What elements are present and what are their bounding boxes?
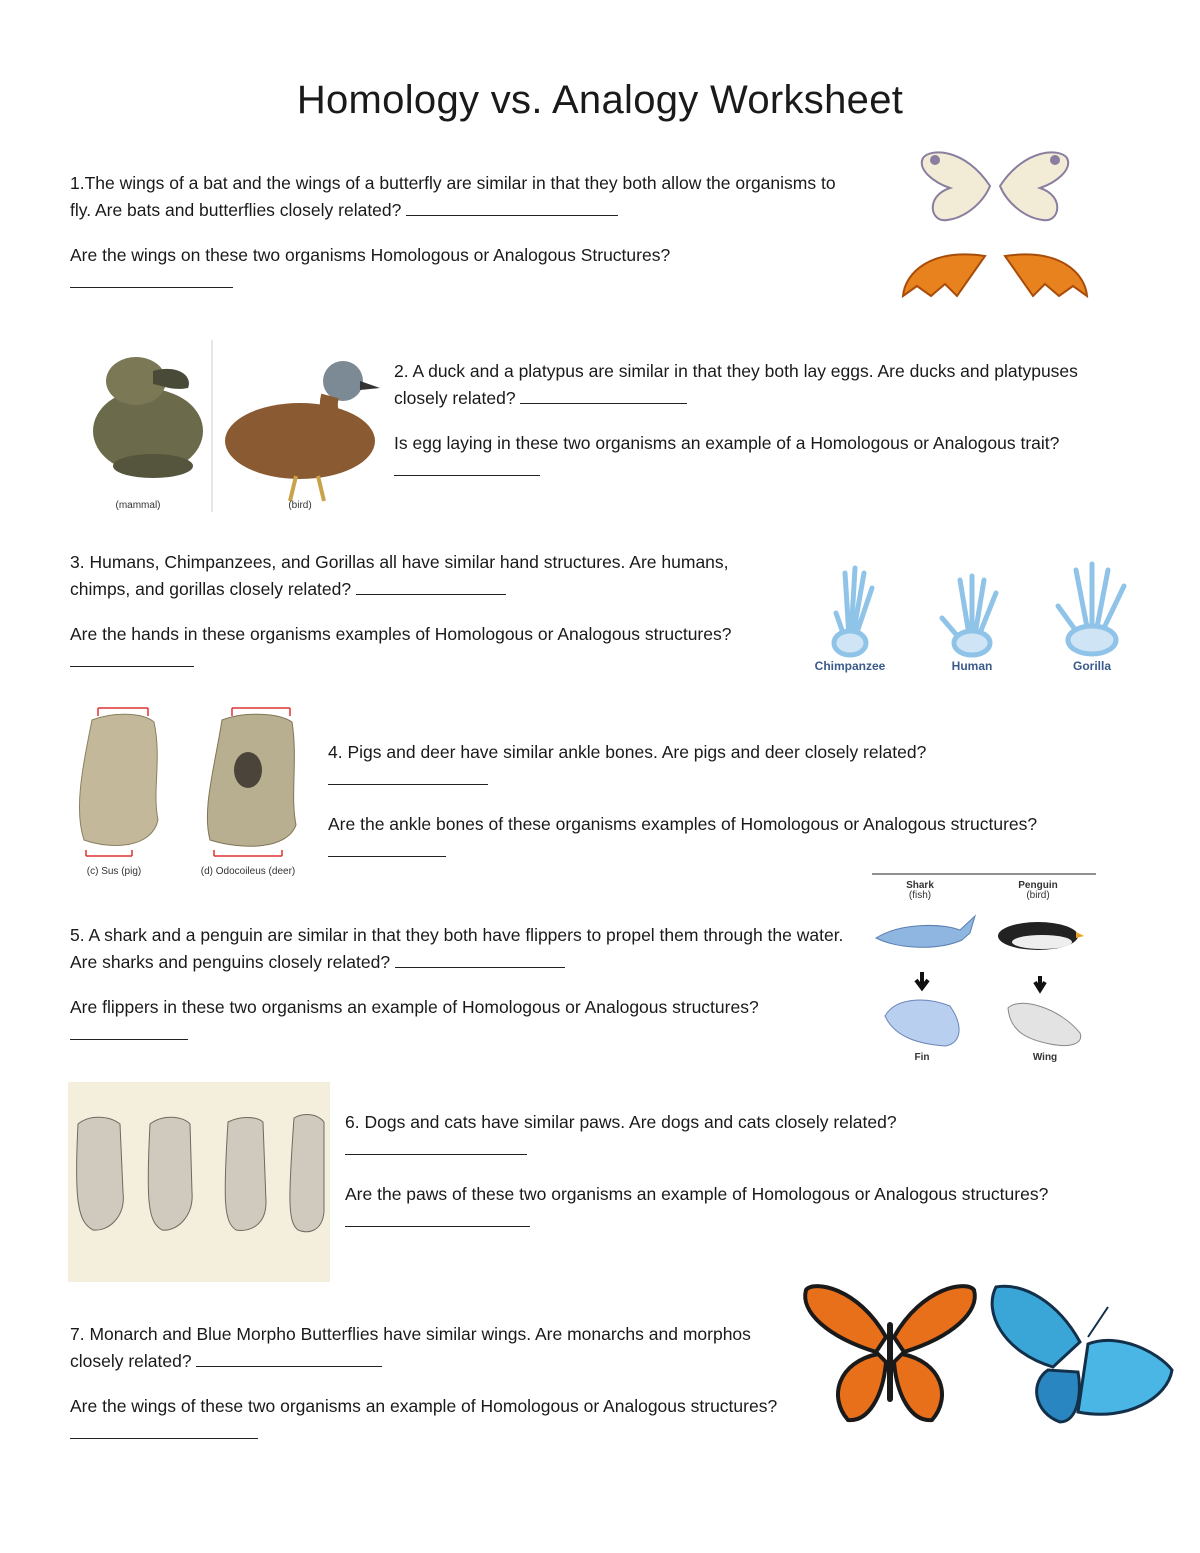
chimpanzee-caption: Chimpanzee [814,659,886,673]
answer-blank[interactable] [395,949,565,968]
bat-wings-icon [903,254,1087,296]
deer-caption: (d) Odocoileus (deer) [200,866,296,877]
answer-blank[interactable] [356,576,506,595]
platypus-icon [93,357,203,478]
penguin-icon [998,922,1084,950]
question-7: 7. Monarch and Blue Morpho Butterflies have similar wings. Are monarchs and morphos closely related? Are the wings of these two organisms an example of Homologous or Analogous structures? [70,1321,790,1447]
human-hand-icon [942,576,996,655]
gorilla-caption: Gorilla [1072,659,1112,673]
pig-caption: (c) Sus (pig) [86,866,142,877]
human-caption: Human [951,659,993,673]
shark-label: Shark [906,880,934,891]
cat-paw-icon [290,1115,324,1232]
platypus-duck-image [68,336,388,516]
wing-caption: Wing [1032,1052,1058,1063]
monarch-morpho-image [798,1282,1176,1430]
answer-blank[interactable] [70,1021,188,1040]
shark-sublabel: (fish) [908,890,932,901]
blue-morpho-butterfly-icon [992,1286,1172,1422]
monarch-butterfly-icon [805,1286,975,1420]
gorilla-hand-icon [1058,564,1124,654]
question-5: 5. A shark and a penguin are similar in that they both have flippers to propel them through the water. Are sharks and penguins closely related? Are flippers in these two organisms an example of Homologous or Analogous structures? [70,922,860,1048]
answer-blank[interactable] [406,197,618,216]
dog-paw-icon [77,1117,124,1230]
dog-paw-icon [148,1117,192,1230]
cat-paw-icon [225,1118,266,1231]
ankle-bones-image [72,700,317,880]
fin-icon [885,1000,959,1046]
chimpanzee-hand-icon [834,568,872,655]
butterfly-wings-icon [922,152,1068,220]
penguin-sublabel: (bird) [1026,890,1050,901]
paws-image [68,1082,330,1282]
answer-blank[interactable] [345,1208,530,1227]
hand-skeletons-image [800,558,1145,678]
answer-blank[interactable] [70,269,233,288]
question-3: 3. Humans, Chimpanzees, and Gorillas all have similar hand structures. Are humans, chimps, and gorillas closely related? Are the hands in these organisms examples of Homologous or Analogous structures? [70,549,750,675]
answer-blank[interactable] [345,1136,527,1155]
penguin-wing-icon [1008,1003,1081,1045]
answer-blank[interactable] [328,838,446,857]
duck-icon [225,361,380,501]
butterfly-bat-wings-image [895,148,1095,308]
platypus-caption: (mammal) [115,500,161,511]
fin-caption: Fin [914,1052,930,1063]
question-2: 2. A duck and a platypus are similar in that they both lay eggs. Are ducks and platypuses closely related? Is egg laying in these two organisms an example of a Homologous or Analogous trait? [394,358,1094,484]
answer-blank[interactable] [70,1420,258,1439]
duck-caption: (bird) [288,500,312,511]
pig-ankle-icon [79,714,158,845]
question-4: 4. Pigs and deer have similar ankle bones. Are pigs and deer closely related? Are the ankle bones of these organisms examples of Homologous or Analogous structures? [328,739,1138,865]
page-title: Homology vs. Analogy Worksheet [296,78,904,122]
answer-blank[interactable] [520,385,687,404]
penguin-label: Penguin [1018,880,1058,891]
question-6: 6. Dogs and cats have similar paws. Are dogs and cats closely related? Are the paws of these two organisms an example of Homologous or Analogous structures? [345,1109,1065,1235]
answer-blank[interactable] [394,457,540,476]
question-1: 1.The wings of a bat and the wings of a butterfly are similar in that they both allow the organisms to fly. Are bats and butterflies closely related? Are the wings on these two organisms Homologous or Analogous Structures? [70,170,860,296]
answer-blank[interactable] [196,1348,382,1367]
shark-penguin-image [870,868,1098,1064]
shark-icon [876,916,975,947]
answer-blank[interactable] [328,766,488,785]
answer-blank[interactable] [70,648,194,667]
